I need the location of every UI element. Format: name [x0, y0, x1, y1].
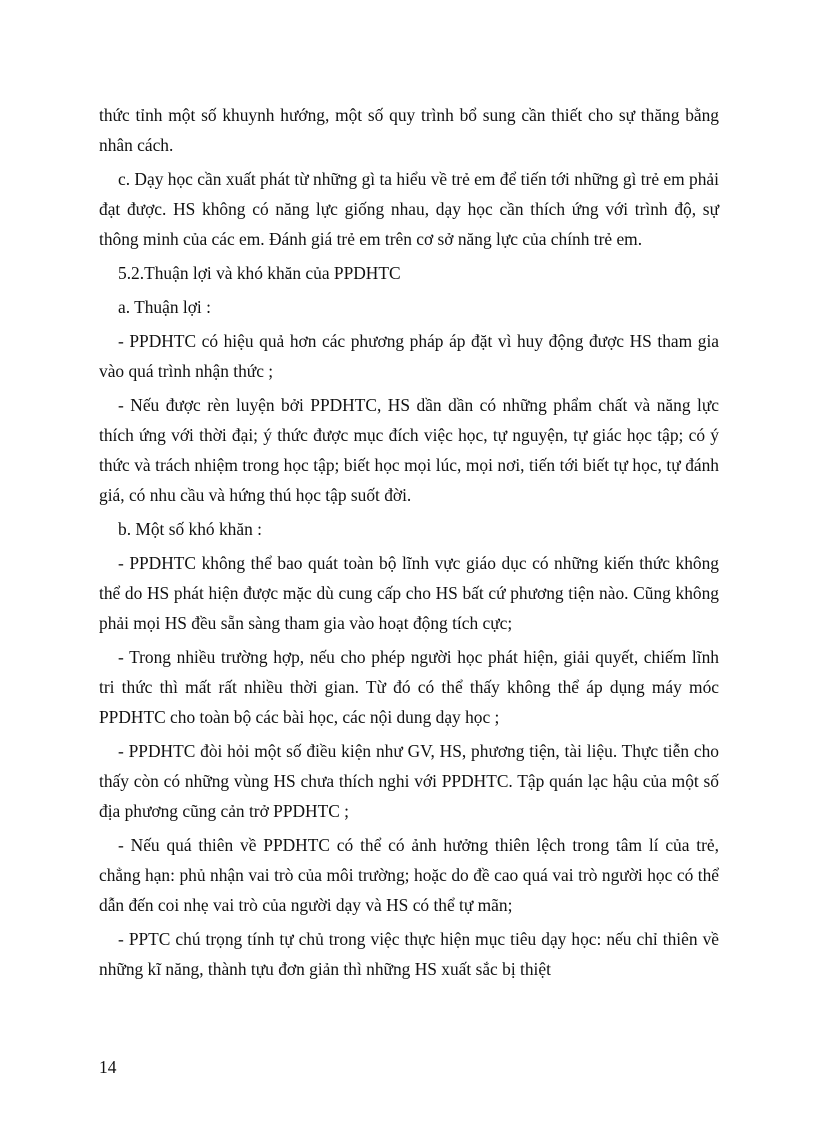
- bullet-paragraph: - Nếu quá thiên về PPDHTC có thể có ảnh hưởng thiên lệch trong tâm lí của trẻ, chẳng hạn: phủ nhận vai trò của môi trường; hoặc do đề cao quá vai trò người học có thể dẫn đến coi nhẹ vai trò của người dạy và HS có thể tự mãn;: [99, 835, 719, 915]
- section-heading: 5.2.Thuận lợi và khó khăn của PPDHTC: [118, 263, 401, 283]
- bullet-paragraph: - Trong nhiều trường hợp, nếu cho phép người học phát hiện, giải quyết, chiếm lĩnh tri thức thì mất rất nhiều thời gian. Từ đó có thể thấy không thể áp dụng máy móc PPDHTC cho toàn bộ các bài học, các nội dung dạy học ;: [99, 647, 719, 727]
- subheading-advantages: a. Thuận lợi :: [118, 297, 211, 317]
- subheading-difficulties: b. Một số khó khăn :: [118, 519, 262, 539]
- paragraph-continuation: thức tỉnh một số khuynh hướng, một số quy trình bổ sung cần thiết cho sự thăng bằng nhân cách.: [99, 105, 719, 155]
- bullet-paragraph: - Nếu được rèn luyện bởi PPDHTC, HS dần dần có những phẩm chất và năng lực thích ứng với thời đại; ý thức được mục đích việc học, tự nguyện, tự giác học tập; có ý thức và trách nhiệm trong học tập; biết học mọi lúc, mọi nơi, tiến tới biết tự học, tự đánh giá, có nhu cầu và hứng thú học tập suốt đời.: [99, 395, 719, 505]
- bullet-paragraph: - PPDHTC không thể bao quát toàn bộ lĩnh vực giáo dục có những kiến thức không thể do HS phát hiện được mặc dù cung cấp cho HS bất cứ phương tiện nào. Cũng không phải mọi HS đều sẵn sàng tham gia vào hoạt động tích cực;: [99, 553, 719, 633]
- page-body: [99, 100, 719, 988]
- bullet-paragraph: - PPDHTC đòi hỏi một số điều kiện như GV, HS, phương tiện, tài liệu. Thực tiễn cho thấy còn có những vùng HS chưa thích nghi với PPDHTC. Tập quán lạc hậu của một số địa phương cũng cản trở PPDHTC ;: [99, 741, 719, 821]
- bullet-paragraph: - PPDHTC có hiệu quả hơn các phương pháp áp đặt vì huy động được HS tham gia vào quá trình nhận thức ;: [99, 331, 719, 381]
- bullet-paragraph: - PPTC chú trọng tính tự chủ trong việc thực hiện mục tiêu dạy học: nếu chỉ thiên về những kĩ năng, thành tựu đơn giản thì những HS xuất sắc bị thiệt: [99, 929, 719, 979]
- paragraph-item-c: c. Dạy học cần xuất phát từ những gì ta hiểu về trẻ em để tiến tới những gì trẻ em phải đạt được. HS không có năng lực giống nhau, dạy học cần thích ứng với trình độ, sự thông minh của các em. Đánh giá trẻ em trên cơ sở năng lực của chính trẻ em.: [99, 169, 719, 249]
- page-number: 14: [99, 1057, 117, 1077]
